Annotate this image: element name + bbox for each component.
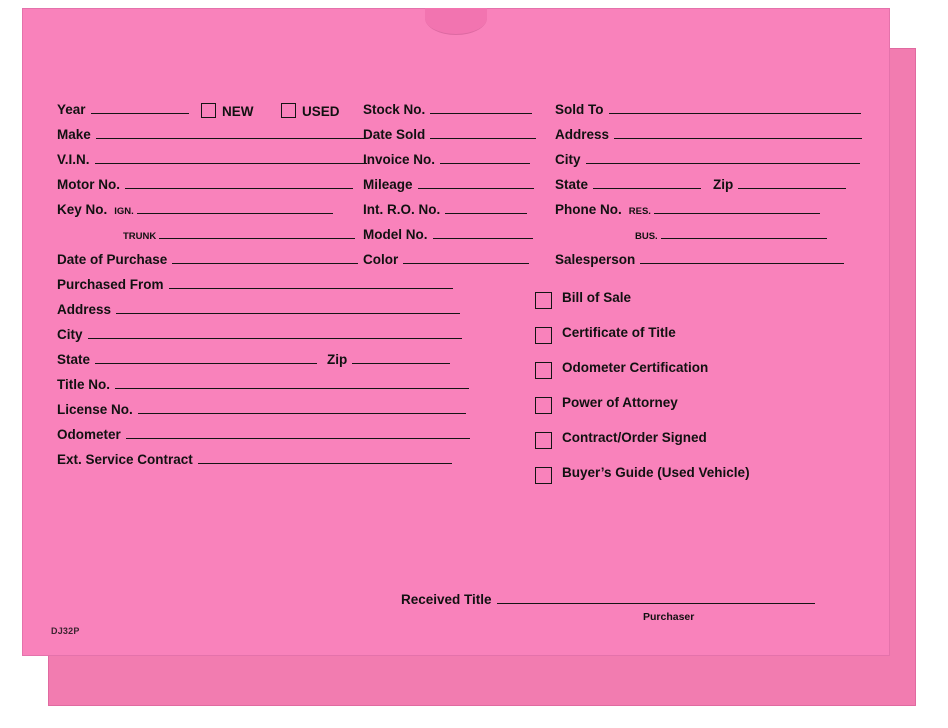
field-address-left bbox=[57, 301, 460, 317]
checkbox-power-of-attorney[interactable] bbox=[535, 397, 552, 414]
field-date-of-purchase-label: Date of Purchase bbox=[57, 252, 168, 267]
field-license-no-line[interactable] bbox=[138, 401, 466, 414]
field-city-left bbox=[57, 326, 462, 342]
field-city-right-label: City bbox=[555, 152, 581, 167]
field-motor-no-label: Motor No. bbox=[57, 177, 120, 192]
field-state-left-line[interactable] bbox=[95, 351, 317, 364]
field-key-no-ign-line[interactable] bbox=[137, 201, 333, 214]
field-zip-right-line[interactable] bbox=[738, 176, 846, 189]
field-invoice-no bbox=[363, 151, 530, 167]
field-city-left-line[interactable] bbox=[88, 326, 462, 339]
field-phone-no-res-caption: RES. bbox=[628, 206, 651, 217]
field-zip-left-label: Zip bbox=[327, 352, 348, 367]
checkbox-new-label: NEW bbox=[222, 104, 254, 119]
field-key-no-trunk-caption: TRUNK bbox=[123, 231, 157, 242]
field-key-no-trunk-line[interactable] bbox=[159, 226, 355, 239]
field-stock-no-label: Stock No. bbox=[363, 102, 426, 117]
field-stock-no bbox=[363, 101, 532, 117]
checklist-label-bill-of-sale: Bill of Sale bbox=[562, 290, 632, 305]
checkbox-certificate-of-title[interactable] bbox=[535, 327, 552, 344]
field-make-line[interactable] bbox=[96, 126, 364, 139]
field-model-no bbox=[363, 226, 533, 242]
field-invoice-no-label: Invoice No. bbox=[363, 152, 436, 167]
field-int-ro-no-label: Int. R.O. No. bbox=[363, 202, 441, 217]
field-key-no-ign bbox=[57, 201, 333, 217]
envelope-front-sheet bbox=[22, 8, 890, 656]
field-make bbox=[57, 126, 364, 142]
form-area bbox=[23, 9, 889, 655]
checkbox-odometer-certification[interactable] bbox=[535, 362, 552, 379]
field-city-left-label: City bbox=[57, 327, 83, 342]
checkbox-bill-of-sale[interactable] bbox=[535, 292, 552, 309]
field-ext-service-contract-line[interactable] bbox=[198, 451, 452, 464]
field-date-of-purchase bbox=[57, 251, 358, 267]
checkbox-new-box[interactable] bbox=[201, 103, 216, 118]
field-address-right-line[interactable] bbox=[614, 126, 862, 139]
field-state-right-label: State bbox=[555, 177, 589, 192]
field-title-no bbox=[57, 376, 469, 392]
checkbox-used[interactable] bbox=[281, 101, 345, 119]
checklist-label-certificate-of-title: Certificate of Title bbox=[562, 325, 676, 340]
received-title-label: Received Title bbox=[401, 592, 492, 607]
field-phone-no-bus-caption: BUS. bbox=[635, 231, 658, 242]
field-color bbox=[363, 251, 529, 267]
field-vin-line[interactable] bbox=[95, 151, 367, 164]
field-key-no-trunk bbox=[121, 226, 355, 242]
field-mileage-line[interactable] bbox=[418, 176, 534, 189]
field-int-ro-no bbox=[363, 201, 527, 217]
field-phone-no-label: Phone No. bbox=[555, 202, 622, 217]
checklist-item-power-of-attorney[interactable] bbox=[535, 394, 678, 411]
field-phone-no-bus bbox=[633, 226, 827, 242]
form-code: DJ32P bbox=[51, 626, 80, 636]
field-odometer bbox=[57, 426, 470, 442]
field-purchased-from bbox=[57, 276, 453, 292]
field-mileage bbox=[363, 176, 534, 192]
field-color-line[interactable] bbox=[403, 251, 529, 264]
field-motor-no bbox=[57, 176, 353, 192]
field-year-label: Year bbox=[57, 102, 86, 117]
checklist-label-odometer-certification: Odometer Certification bbox=[562, 360, 709, 375]
purchaser-caption: Purchaser bbox=[643, 611, 695, 623]
checklist-label-buyers-guide: Buyer’s Guide (Used Vehicle) bbox=[562, 465, 750, 480]
field-license-no-label: License No. bbox=[57, 402, 133, 417]
field-purchased-from-label: Purchased From bbox=[57, 277, 164, 292]
field-date-sold-label: Date Sold bbox=[363, 127, 426, 142]
field-ext-service-contract-label: Ext. Service Contract bbox=[57, 452, 193, 467]
checkbox-contract-order-signed[interactable] bbox=[535, 432, 552, 449]
field-salesperson-label: Salesperson bbox=[555, 252, 636, 267]
field-address-left-line[interactable] bbox=[116, 301, 460, 314]
field-invoice-no-line[interactable] bbox=[440, 151, 530, 164]
field-salesperson bbox=[555, 251, 844, 267]
field-odometer-line[interactable] bbox=[126, 426, 470, 439]
field-phone-no-res bbox=[555, 201, 820, 217]
field-date-sold-line[interactable] bbox=[430, 126, 536, 139]
field-key-no-label: Key No. bbox=[57, 202, 108, 217]
checklist-label-power-of-attorney: Power of Attorney bbox=[562, 395, 678, 410]
field-state-right bbox=[555, 176, 846, 192]
field-stock-no-line[interactable] bbox=[430, 101, 532, 114]
field-make-label: Make bbox=[57, 127, 91, 142]
field-ext-service-contract bbox=[57, 451, 452, 467]
field-state-right-line[interactable] bbox=[593, 176, 701, 189]
field-odometer-label: Odometer bbox=[57, 427, 121, 442]
field-city-right-line[interactable] bbox=[586, 151, 860, 164]
field-year bbox=[57, 101, 189, 117]
checkbox-used-box[interactable] bbox=[281, 103, 296, 118]
field-license-no bbox=[57, 401, 466, 417]
field-state-left-label: State bbox=[57, 352, 91, 367]
field-model-no-label: Model No. bbox=[363, 227, 428, 242]
field-sold-to bbox=[555, 101, 861, 117]
field-model-no-line[interactable] bbox=[433, 226, 533, 239]
field-zip-left-line[interactable] bbox=[352, 351, 450, 364]
field-phone-no-bus-line[interactable] bbox=[661, 226, 827, 239]
field-title-no-line[interactable] bbox=[115, 376, 469, 389]
received-title-line[interactable] bbox=[497, 591, 815, 604]
field-date-of-purchase-line[interactable] bbox=[172, 251, 358, 264]
field-address-left-label: Address bbox=[57, 302, 112, 317]
checklist-item-certificate-of-title[interactable] bbox=[535, 324, 676, 341]
checklist-label-contract-order-signed: Contract/Order Signed bbox=[562, 430, 707, 445]
field-color-label: Color bbox=[363, 252, 399, 267]
field-vin bbox=[57, 151, 367, 167]
field-address-right bbox=[555, 126, 862, 142]
field-address-right-label: Address bbox=[555, 127, 610, 142]
checkbox-used-label: USED bbox=[302, 104, 340, 119]
checkbox-new[interactable] bbox=[201, 101, 259, 119]
field-state-left bbox=[57, 351, 450, 367]
checklist-item-odometer-certification[interactable] bbox=[535, 359, 708, 376]
received-title-field bbox=[401, 591, 815, 607]
field-int-ro-no-line[interactable] bbox=[445, 201, 527, 214]
field-sold-to-label: Sold To bbox=[555, 102, 604, 117]
field-city-right bbox=[555, 151, 860, 167]
field-vin-label: V.I.N. bbox=[57, 152, 90, 167]
checklist-item-bill-of-sale[interactable] bbox=[535, 289, 631, 306]
field-year-line[interactable] bbox=[91, 101, 189, 114]
field-title-no-label: Title No. bbox=[57, 377, 111, 392]
field-motor-no-line[interactable] bbox=[125, 176, 353, 189]
field-purchased-from-line[interactable] bbox=[169, 276, 453, 289]
field-date-sold bbox=[363, 126, 536, 142]
field-key-no-ign-caption: IGN. bbox=[114, 206, 134, 217]
field-salesperson-line[interactable] bbox=[640, 251, 844, 264]
field-sold-to-line[interactable] bbox=[609, 101, 861, 114]
checklist-item-buyers-guide[interactable] bbox=[535, 464, 750, 481]
field-zip-right-label: Zip bbox=[713, 177, 734, 192]
checkbox-buyers-guide[interactable] bbox=[535, 467, 552, 484]
field-phone-no-res-line[interactable] bbox=[654, 201, 820, 214]
checklist-item-contract-order-signed[interactable] bbox=[535, 429, 707, 446]
field-mileage-label: Mileage bbox=[363, 177, 413, 192]
